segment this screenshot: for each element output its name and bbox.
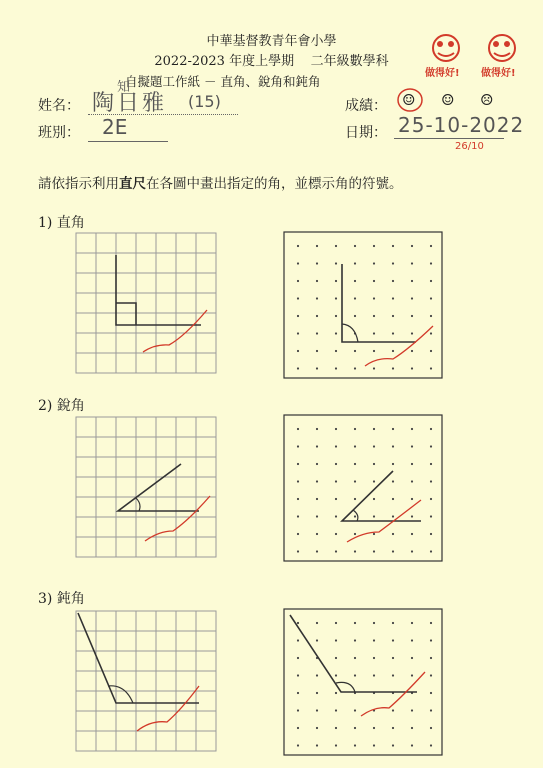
grid-dot: [373, 498, 375, 500]
tick-mark: [143, 310, 207, 352]
grid-dot: [335, 727, 337, 729]
drawn-angle: [290, 615, 417, 692]
grid-dot: [354, 550, 356, 552]
grid-dot: [373, 445, 375, 447]
grid-dot: [411, 480, 413, 482]
grid-dot: [411, 315, 413, 317]
grid-dot: [297, 280, 299, 282]
grid-dot: [316, 350, 318, 352]
grid-dot: [392, 280, 394, 282]
grid-dot: [297, 367, 299, 369]
grid-dot: [297, 657, 299, 659]
grid-dot: [297, 533, 299, 535]
grid-dot: [392, 367, 394, 369]
grid-dot: [297, 709, 299, 711]
grade-circle: [396, 86, 424, 114]
grid-dot: [392, 498, 394, 500]
class-value: 2E: [102, 115, 128, 139]
grid-dot: [354, 709, 356, 711]
drawn-angle: [342, 471, 421, 521]
check-note: 26/10: [455, 141, 484, 152]
question-label-right-angle: 1) 直角: [38, 215, 85, 231]
grid-dot: [335, 709, 337, 711]
grid-dot: [411, 622, 413, 624]
dot-pattern: [297, 622, 432, 747]
grid-dot: [373, 657, 375, 659]
grid-dot: [354, 245, 356, 247]
grid-dot: [297, 692, 299, 694]
grid-dot: [354, 657, 356, 659]
grid-dot: [297, 622, 299, 624]
grid-dot: [316, 498, 318, 500]
grid-dot: [373, 315, 375, 317]
grid-dot: [335, 639, 337, 641]
grid-dot: [373, 515, 375, 517]
school-name: 中華基督教青年會小學: [206, 34, 337, 49]
grid-dot: [335, 498, 337, 500]
instruction-bold: 直尺: [119, 176, 146, 192]
grid-dot: [316, 727, 318, 729]
grid-dot: [354, 350, 356, 352]
grid-dot: [392, 350, 394, 352]
grid-dot: [354, 480, 356, 482]
grid-dot: [411, 350, 413, 352]
grid-dot: [373, 727, 375, 729]
grid-dot: [373, 674, 375, 676]
grid-dot: [335, 463, 337, 465]
grid-dot: [316, 262, 318, 264]
stamp-text: 做得好!: [481, 68, 516, 79]
grid-dot: [316, 639, 318, 641]
grid-dot: [316, 622, 318, 624]
grid-dot: [411, 280, 413, 282]
grid-dot: [430, 515, 432, 517]
grid-dot: [373, 262, 375, 264]
grid-dot: [430, 550, 432, 552]
instruction-after: 在各圖中畫出指定的角，並標示角的符號。: [146, 176, 403, 192]
grid-dot: [392, 428, 394, 430]
grid-dot: [297, 744, 299, 746]
grade-face-neutral: ☺: [441, 91, 455, 109]
class-underline: [88, 141, 168, 142]
term-text: 2022-2023 年度上學期: [154, 54, 295, 69]
grid-dot: [316, 533, 318, 535]
grid-dot: [373, 332, 375, 334]
grid-dot: [316, 709, 318, 711]
grid-dot: [411, 445, 413, 447]
grid-dot: [316, 550, 318, 552]
grid-dot: [354, 744, 356, 746]
grid-dot: [392, 445, 394, 447]
grid-dot: [297, 297, 299, 299]
grid-right-angle: [75, 232, 219, 376]
grid-dot: [411, 550, 413, 552]
grid-dot: [392, 315, 394, 317]
grid-dot: [373, 463, 375, 465]
grid-dot: [411, 498, 413, 500]
grid-dot: [430, 245, 432, 247]
grid-dot: [354, 262, 356, 264]
grade-face-sad: ☹: [480, 91, 494, 109]
grid-dot: [430, 639, 432, 641]
grid-dot: [335, 657, 337, 659]
grid-dot: [297, 550, 299, 552]
grid-dot: [411, 367, 413, 369]
grade-label: 成績：: [345, 98, 387, 114]
grid-dot: [411, 657, 413, 659]
grid-dot: [430, 480, 432, 482]
grid-dot: [430, 315, 432, 317]
grid-dot: [392, 332, 394, 334]
grid-dot: [430, 533, 432, 535]
praise-stamp: [420, 28, 472, 80]
worksheet-title: 自擬題工作紙 － 直角、銳角和鈍角: [125, 74, 321, 89]
grid-dot: [354, 639, 356, 641]
grid-dot: [411, 727, 413, 729]
grid-dot: [373, 533, 375, 535]
grid-dot: [316, 744, 318, 746]
grid-dot: [316, 515, 318, 517]
grid-dot: [335, 262, 337, 264]
tick-mark: [365, 326, 433, 366]
grid-dot: [316, 280, 318, 282]
grid-dot: [373, 367, 375, 369]
grid-dot: [392, 674, 394, 676]
grid-dot: [335, 533, 337, 535]
grid-lines: [76, 417, 216, 557]
drawn-angle: [342, 264, 416, 342]
grid-dot: [335, 445, 337, 447]
grid-dot: [373, 350, 375, 352]
grid-dot: [411, 515, 413, 517]
grid-dot: [373, 428, 375, 430]
grid-dot: [354, 367, 356, 369]
dotgrid-right-angle: [283, 231, 443, 379]
grid-dot: [316, 480, 318, 482]
class-number: (15): [188, 92, 221, 111]
grid-dot: [316, 692, 318, 694]
grid-dot: [354, 674, 356, 676]
grid-dot: [373, 744, 375, 746]
grid-dot: [392, 709, 394, 711]
grid-dot: [316, 367, 318, 369]
grid-dot: [430, 657, 432, 659]
grid-dot: [411, 262, 413, 264]
monster-face-icon: [420, 28, 472, 68]
grid-dot: [316, 245, 318, 247]
grid-lines: [76, 611, 216, 751]
grid-dot: [354, 463, 356, 465]
grid-dot: [373, 480, 375, 482]
grid-dot: [316, 332, 318, 334]
grid-dot: [430, 498, 432, 500]
grid-dot: [392, 245, 394, 247]
grid-dot: [430, 428, 432, 430]
grid-dot: [430, 280, 432, 282]
grid-dot: [297, 332, 299, 334]
grid-dot: [430, 622, 432, 624]
question-label-obtuse-angle: 3) 鈍角: [38, 591, 85, 607]
grid-dot: [316, 297, 318, 299]
grid-dot: [335, 315, 337, 317]
grid-dot: [392, 657, 394, 659]
dotgrid-obtuse-angle: [283, 608, 443, 756]
grid-dot: [392, 639, 394, 641]
dot-pattern: [297, 245, 432, 370]
grade-face-happy: ☺: [402, 91, 416, 109]
grid-dot: [297, 674, 299, 676]
grid-dot: [430, 744, 432, 746]
grid-dot: [335, 332, 337, 334]
grid-dot: [392, 744, 394, 746]
grid-dot: [411, 332, 413, 334]
grid-dot: [354, 727, 356, 729]
grid-dot: [392, 515, 394, 517]
grid-dot: [430, 727, 432, 729]
grid-dot: [411, 428, 413, 430]
drawn-angle: [118, 464, 199, 511]
grid-dot: [297, 480, 299, 482]
tick-mark: [145, 496, 210, 541]
grid-dot: [354, 428, 356, 430]
praise-stamp: [476, 28, 528, 80]
grid-dot: [430, 463, 432, 465]
grid-dot: [316, 674, 318, 676]
grid-dot: [354, 533, 356, 535]
grid-dot: [335, 622, 337, 624]
grid-dot: [316, 463, 318, 465]
grid-dot: [335, 280, 337, 282]
subject-text: 二年級數學科: [310, 54, 389, 69]
grid-dot: [354, 297, 356, 299]
grid-dot: [335, 744, 337, 746]
grid-dot: [297, 727, 299, 729]
grid-dot: [354, 498, 356, 500]
grid-dot: [316, 428, 318, 430]
grid-dot: [392, 622, 394, 624]
date-label: 日期：: [345, 125, 387, 141]
grid-dot: [297, 498, 299, 500]
grid-dot: [430, 332, 432, 334]
name-extra: 知: [117, 80, 131, 95]
grid-dot: [297, 515, 299, 517]
grid-dot: [411, 744, 413, 746]
grid-dot: [335, 297, 337, 299]
grid-dot: [316, 315, 318, 317]
date-underline: [394, 138, 504, 139]
grid-dot: [430, 262, 432, 264]
grid-obtuse-angle: [75, 610, 219, 754]
grid-dot: [335, 480, 337, 482]
instruction: [38, 172, 403, 192]
grid-dot: [430, 297, 432, 299]
question-label-acute-angle: 2) 銳角: [38, 398, 85, 414]
grid-dot: [297, 445, 299, 447]
grid-lines: [76, 233, 216, 373]
stamp-text: 做得好!: [425, 68, 460, 79]
grid-dot: [354, 445, 356, 447]
grid-dot: [354, 315, 356, 317]
tick-mark: [137, 686, 199, 731]
grid-dot: [411, 533, 413, 535]
grid-dot: [373, 297, 375, 299]
grid-dot: [297, 463, 299, 465]
grid-dot: [373, 550, 375, 552]
grid-dot: [392, 480, 394, 482]
grid-dot: [335, 428, 337, 430]
grid-dot: [316, 445, 318, 447]
grid-dot: [411, 674, 413, 676]
dotgrid-acute-angle: [283, 414, 443, 562]
grid-dot: [430, 709, 432, 711]
grid-dot: [411, 709, 413, 711]
grid-dot: [430, 692, 432, 694]
instruction-before: 請依指示利用: [38, 176, 119, 192]
grid-dot: [411, 297, 413, 299]
grid-dot: [297, 245, 299, 247]
grid-dot: [373, 639, 375, 641]
grid-dot: [430, 674, 432, 676]
grid-dot: [335, 245, 337, 247]
grid-dot: [297, 315, 299, 317]
grid-dot: [411, 639, 413, 641]
grid-dot: [297, 350, 299, 352]
grid-dot: [335, 350, 337, 352]
grid-dot: [297, 262, 299, 264]
grid-dot: [335, 692, 337, 694]
grid-dot: [354, 622, 356, 624]
grid-dot: [373, 245, 375, 247]
grid-dot: [392, 533, 394, 535]
grid-dot: [373, 622, 375, 624]
grid-dot: [297, 428, 299, 430]
grid-dot: [411, 463, 413, 465]
grid-dot: [392, 727, 394, 729]
grid-dot: [335, 515, 337, 517]
name-label: 姓名：: [38, 98, 80, 114]
grid-dot: [392, 550, 394, 552]
grid-dot: [411, 245, 413, 247]
grid-dot: [297, 639, 299, 641]
drawn-angle: [116, 255, 201, 325]
monster-face-icon: [476, 28, 528, 68]
grid-dot: [354, 280, 356, 282]
grid-dot: [430, 445, 432, 447]
grid-dot: [354, 515, 356, 517]
grid-dot: [335, 550, 337, 552]
grid-dot: [373, 280, 375, 282]
grid-acute-angle: [75, 416, 219, 560]
name-value: 陶日雅: [92, 91, 168, 116]
date-value: 25-10-2022: [398, 113, 525, 137]
grid-dot: [430, 367, 432, 369]
grid-dot: [335, 674, 337, 676]
grid-dot: [335, 367, 337, 369]
grid-dot: [430, 350, 432, 352]
grid-dot: [392, 297, 394, 299]
class-label: 班別：: [38, 125, 80, 141]
grid-dot: [392, 262, 394, 264]
grid-dot: [392, 463, 394, 465]
